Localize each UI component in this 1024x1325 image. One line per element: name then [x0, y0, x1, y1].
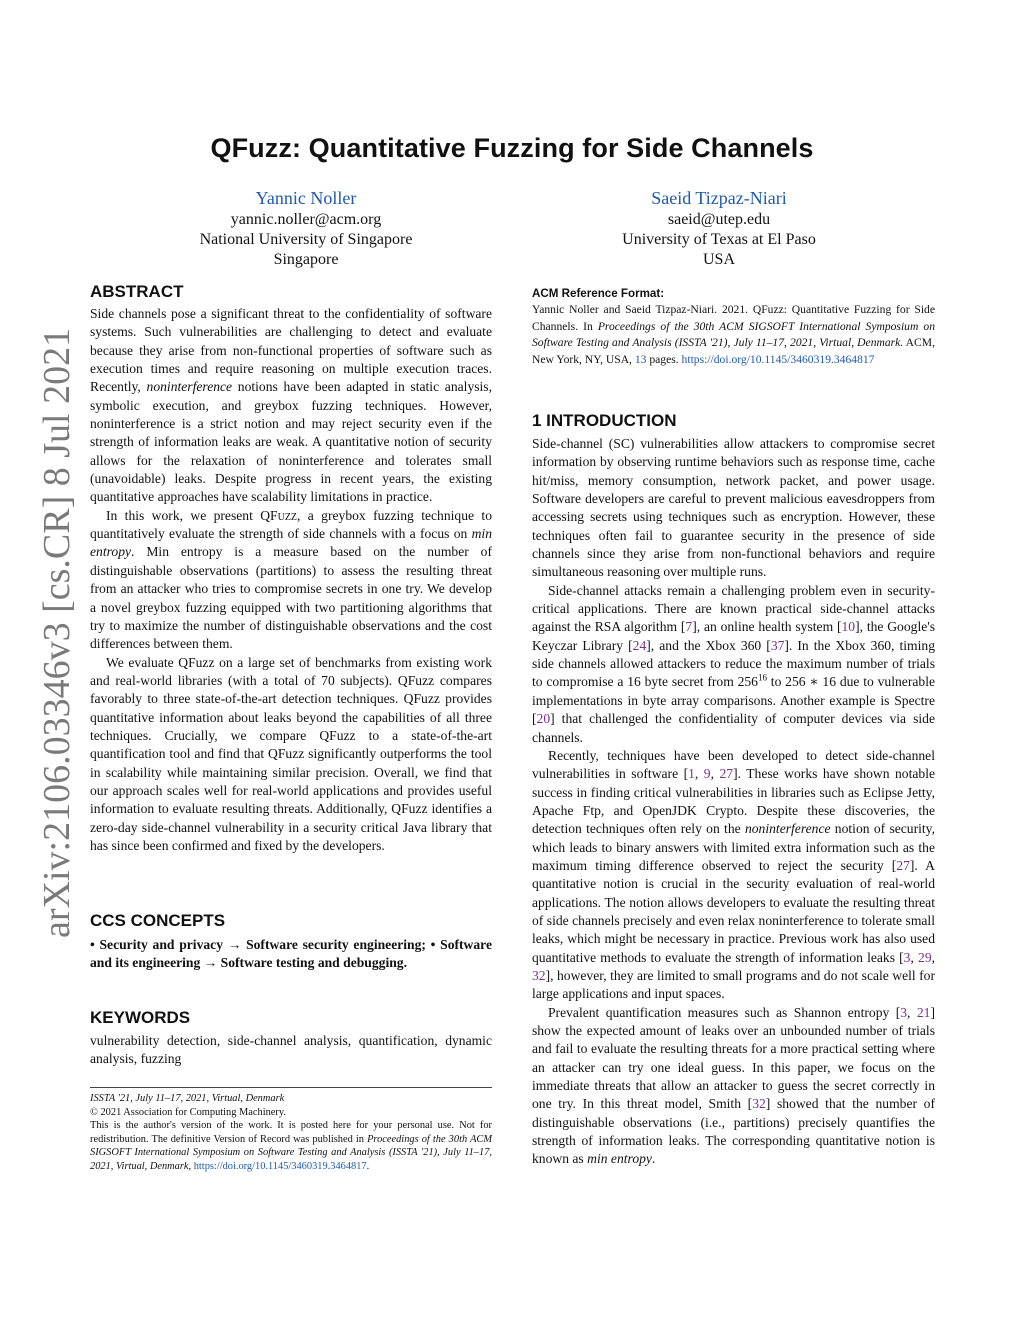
arxiv-stamp-text: arXiv:2106.03346v3 [cs.CR] 8 Jul 2021	[36, 327, 78, 938]
footnote-rule	[90, 1087, 492, 1088]
citation-link[interactable]: 27	[719, 766, 734, 782]
abstract-paragraph: In this work, we present QFuzz, a greybox fuzzing technique to quantitatively evaluate the strength of side channels with a focus on min entropy. Min entropy is a measure based on the number of distinguishable observations (partitions) to assess the resulting threat from an attacker who tries to compromise secrets in one try. We develop a novel greybox fuzzing equipped with two partitioning algorithms that try to maximize the number of distinguishable observations and the cost differences between them.	[90, 507, 492, 652]
intro-paragraph: Side-channel attacks remain a challenging problem even in security-critical applications. There are known practical side-channel attacks against the RSA algorithm [7], an online health system [10], the Google's Keyczar Library [24], and the Xbox 360 [37]. In the Xbox 360, timing side channels allowed attackers to reduce the maximum number of trials to compromise a 16 byte secret from $256^{16}$ to 256 ∗ 16 due to vulnerable implementations in byte array comparisons. Another example is Spectre [20] that challenged the confidentiality of computer devices via side channels.	[532, 582, 936, 745]
citation-link[interactable]: 32	[532, 967, 546, 983]
footnote-doi-link[interactable]: https://doi.org/10.1145/3460319.3464817	[193, 1160, 367, 1172]
introduction-heading: 1 INTRODUCTION	[532, 411, 677, 430]
citation-link[interactable]: 20	[536, 711, 551, 727]
author-location: USA	[702, 251, 735, 268]
citation-link[interactable]: 27	[896, 857, 910, 873]
citation-link[interactable]: 7	[685, 619, 693, 635]
introduction-body	[532, 435, 935, 1169]
author-block-1	[156, 187, 456, 270]
author-name[interactable]: Saeid Tizpaz-Niari	[651, 188, 787, 208]
paper-title: QFuzz: Quantitative Fuzzing for Side Channels	[210, 133, 814, 163]
ccs-concepts: • Security and privacy → Software security engineering; • Software and its engineering → Software testing and debugging.	[90, 937, 492, 971]
acm-reference-text: Yannic Noller and Saeid Tizpaz-Niari. 2021. QFuzz: Quantitative Fuzzing for Side Channels. In Proceedings of the 30th ACM SIGSOFT International Symposium on Software Testing and Analysis (ISSTA '21), July 11–17, 2021, Virtual, Denmark. ACM, New York, NY, USA, 13 pages. https://doi.org/10.1145/3460319.3464817	[532, 303, 936, 366]
author-affiliation: University of Texas at El Paso	[622, 231, 816, 248]
abstract-heading: ABSTRACT	[90, 282, 184, 301]
citation-link[interactable]: 1	[688, 766, 695, 782]
keywords-heading: KEYWORDS	[90, 1008, 191, 1027]
author-email: saeid@utep.edu	[667, 211, 771, 228]
abstract-paragraph: We evaluate QFuzz on a large set of benchmarks from existing work and real-world libraries (with a total of 70 subjects). QFuzz compares favorably to three state-of-the-art detection techniques. QFuzz provides quantitative information about leaks beyond the capabilities of all three techniques. Crucially, we compare QFuzz to a state-of-the-art quantification tool and find that QFuzz significantly outperforms the tool in scalability while maintaining similar precision. Overall, we find that our approach scales well for real-world applications and provides useful information to evaluate resulting threats. Additionally, QFuzz identifies a zero-day side-channel vulnerability in a security critical Java library that has since been confirmed and fixed by the developers.	[90, 654, 492, 853]
citation-link[interactable]: 29	[918, 949, 932, 965]
pages-link[interactable]: 13	[634, 352, 647, 366]
citation-link[interactable]: 24	[632, 637, 647, 653]
citation-link[interactable]: 3	[903, 949, 911, 965]
author-name[interactable]: Yannic Noller	[255, 188, 357, 208]
footnote-copyright: © 2021 Association for Computing Machinery.	[90, 1106, 286, 1118]
intro-paragraph: Prevalent quantification measures such as Shannon entropy [3, 21] show the expected amount of leaks over an unbounded number of trials and fail to evaluate the resulting threats for a more practical setting where an attacker can try one ideal guess. In this paper, we focus on the immediate threats that allow an attacker to guess the secret correctly in one try. In this threat model, Smith [32] showed that the number of distinguishable observations (i.e., partitions) precisely quantifies the strength of information leaks. The corresponding quantitative notion is known as min entropy.	[532, 1004, 935, 1167]
arxiv-stamp	[30, 327, 80, 938]
intro-paragraph: Side-channel (SC) vulnerabilities allow attackers to compromise secret information by observing runtime behaviors such as response time, cache hit/miss, memory consumption, network packet, and power usage. Software developers are careful to prevent malicious eavesdroppers from accessing secrets using techniques such as encryption. However, these techniques often fail to guarantee security in the presence of side channels since they arise from non-functional behaviors and require simultaneous reasoning over multiple runs.	[532, 436, 935, 580]
citation-link[interactable]: 3	[900, 1004, 908, 1020]
ccs-heading: CCS CONCEPTS	[90, 911, 226, 930]
author-block-2	[569, 187, 869, 270]
citation-link[interactable]: 32	[752, 1096, 766, 1112]
author-affiliation: National University of Singapore	[199, 231, 413, 248]
acm-reference-heading: ACM Reference Format:	[532, 287, 665, 300]
citation-link[interactable]: 21	[916, 1004, 931, 1020]
citation-link[interactable]: 10	[841, 619, 856, 635]
acm-doi-link[interactable]: https://doi.org/10.1145/3460319.3464817	[681, 352, 875, 366]
abstract-paragraph: Side channels pose a significant threat to the confidentiality of software systems. Such vulnerabilities are challenging to detect and evaluate because they arise from non-functional properties of software such as execution times and require reasoning on multiple execution traces. Recently, noninterference notions have been adapted in static analysis, symbolic execution, and greybox fuzzing techniques. However, noninterference is a strict notion and may reject security even if the strength of information leaks are weak. A quantitative notion of security allows for the relaxation of noninterference and tolerates small (unavoidable) leaks. Despite progress in recent years, the existing quantitative approaches have scalability limitations in practice.	[90, 306, 492, 505]
citation-link[interactable]: 37	[770, 637, 785, 653]
footnote	[90, 1092, 492, 1174]
abstract-body	[90, 305, 492, 855]
footnote-venue: ISSTA '21, July 11–17, 2021, Virtual, Denmark	[90, 1093, 285, 1104]
author-email: yannic.noller@acm.org	[230, 211, 382, 228]
intro-paragraph: Recently, techniques have been developed to detect side-channel vulnerabilities in software [1, 9, 27]. These works have shown notable success in finding critical vulnerabilities in libraries such as Eclipse Jetty, Apache Ftp, and OpenJDK Crypto. Despite these discoveries, the detection techniques often rely on the noninterference notion of security, which leads to binary answers with limited extra information such as the maximum timing difference observed to reject the security [27]. A quantitative notion is crucial in the security evaluation of real-world applications. The notion allows developers to evaluate the resulting threat of side channels precisely and even relax noninterference to tolerate small leaks, which might be necessary in practice. Previous work has also used quantitative methods to evaluate the strength of information leaks [3, 29, 32], however, they are limited to small programs and do not scale well for large applications and input spaces.	[532, 747, 936, 1002]
citation-link[interactable]: 9	[703, 766, 711, 782]
author-location: Singapore	[273, 251, 339, 268]
footnote-notice: This is the author's version of the work. It is posted here for your personal use. Not for redistribution. The definitive Version of Record was published in Proceedings of the 30th ACM SIGSOFT International Symposium on Software Testing and Analysis (ISSTA '21), July 11–17, 2021, Virtual, Denmark, https://doi.org/10.1145/3460319.3464817.	[90, 1120, 492, 1172]
keywords-text: vulnerability detection, side-channel analysis, quantification, dynamic analysis, fuzzing	[90, 1033, 492, 1067]
